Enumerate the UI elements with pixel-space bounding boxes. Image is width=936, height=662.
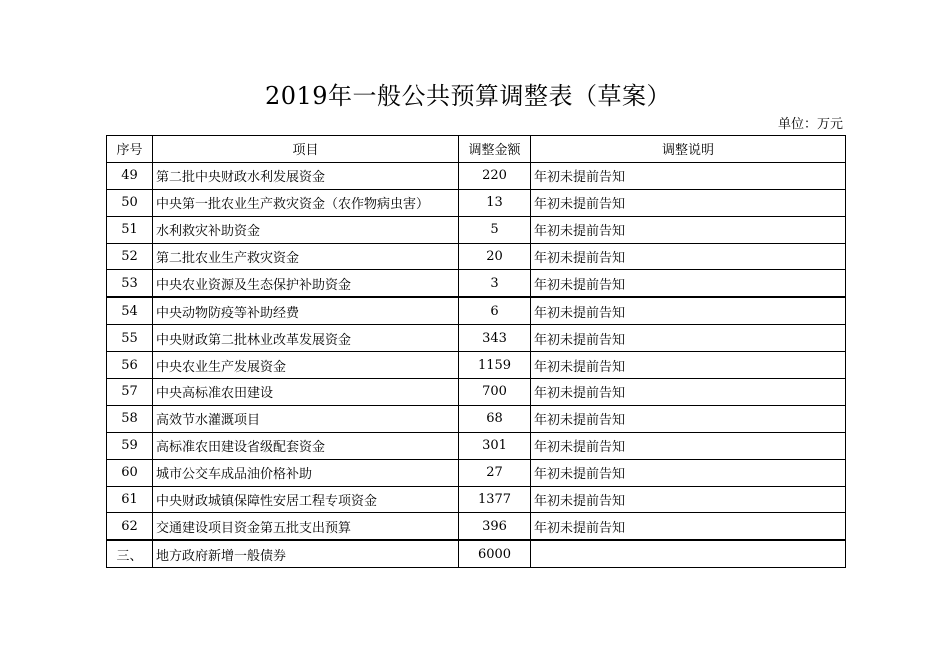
cell-item: 中央农业生产发展资金: [153, 352, 459, 379]
cell-amount: 301: [459, 432, 531, 459]
cell-amount: 3: [459, 270, 531, 297]
table-row: [107, 297, 846, 324]
header-serial-no: 序号: [107, 136, 153, 163]
cell-no: 62: [107, 513, 153, 540]
cell-note: 年初未提前告知: [531, 486, 846, 513]
cell-no: 60: [107, 459, 153, 486]
header-note: 调整说明: [531, 136, 846, 163]
cell-amount: 220: [459, 162, 531, 189]
cell-no: 53: [107, 270, 153, 297]
cell-amount: 68: [459, 405, 531, 432]
table-header-row: [107, 136, 846, 163]
cell-no: 59: [107, 432, 153, 459]
cell-item: 第二批中央财政水利发展资金: [153, 162, 459, 189]
table-row: [107, 405, 846, 432]
header-amount: 调整金额: [459, 136, 531, 163]
table-row: [107, 513, 846, 540]
cell-item: 中央农业资源及生态保护补助资金: [153, 270, 459, 297]
cell-amount: 6: [459, 297, 531, 324]
table-row: [107, 270, 846, 297]
table-row: [107, 486, 846, 513]
cell-amount: 27: [459, 459, 531, 486]
table-row: [107, 216, 846, 243]
cell-note: 年初未提前告知: [531, 432, 846, 459]
cell-amount: 1377: [459, 486, 531, 513]
cell-no: 51: [107, 216, 153, 243]
table-row: [107, 162, 846, 189]
cell-note: 年初未提前告知: [531, 459, 846, 486]
cell-note: 年初未提前告知: [531, 352, 846, 379]
cell-note: 年初未提前告知: [531, 162, 846, 189]
cell-no: 58: [107, 405, 153, 432]
cell-item: 高效节水灌溉项目: [153, 405, 459, 432]
table-row: [107, 459, 846, 486]
cell-note: 年初未提前告知: [531, 216, 846, 243]
cell-note: 年初未提前告知: [531, 405, 846, 432]
table-row: [107, 325, 846, 352]
budget-adjustment-table: [106, 135, 846, 568]
table-row: [107, 243, 846, 270]
cell-amount: 343: [459, 325, 531, 352]
cell-no: 55: [107, 325, 153, 352]
cell-amount: 5: [459, 216, 531, 243]
cell-item: 中央高标准农田建设: [153, 379, 459, 406]
table-row: [107, 432, 846, 459]
cell-item: 地方政府新增一般债券: [153, 540, 459, 567]
cell-item: 中央第一批农业生产救灾资金（农作物病虫害）: [153, 189, 459, 216]
cell-amount: 13: [459, 189, 531, 216]
cell-no: 三、: [107, 540, 153, 567]
cell-item: 水利救灾补助资金: [153, 216, 459, 243]
cell-note: [531, 540, 846, 567]
cell-no: 56: [107, 352, 153, 379]
cell-no: 49: [107, 162, 153, 189]
cell-note: 年初未提前告知: [531, 243, 846, 270]
cell-item: 中央财政城镇保障性安居工程专项资金: [153, 486, 459, 513]
table-row: [107, 189, 846, 216]
table-row: [107, 379, 846, 406]
cell-note: 年初未提前告知: [531, 379, 846, 406]
table-row: [107, 352, 846, 379]
cell-note: 年初未提前告知: [531, 189, 846, 216]
cell-item: 中央动物防疫等补助经费: [153, 297, 459, 324]
table-row: [107, 540, 846, 567]
cell-amount: 396: [459, 513, 531, 540]
cell-item: 中央财政第二批林业改革发展资金: [153, 325, 459, 352]
cell-no: 54: [107, 297, 153, 324]
cell-item: 交通建设项目资金第五批支出预算: [153, 513, 459, 540]
cell-item: 第二批农业生产救灾资金: [153, 243, 459, 270]
cell-no: 52: [107, 243, 153, 270]
cell-amount: 1159: [459, 352, 531, 379]
cell-no: 61: [107, 486, 153, 513]
cell-note: 年初未提前告知: [531, 297, 846, 324]
cell-note: 年初未提前告知: [531, 325, 846, 352]
cell-no: 50: [107, 189, 153, 216]
cell-amount: 20: [459, 243, 531, 270]
document-title: 2019年一般公共预算调整表（草案）: [264, 82, 672, 110]
cell-note: 年初未提前告知: [531, 513, 846, 540]
cell-item: 高标准农田建设省级配套资金: [153, 432, 459, 459]
unit-label: 单位：万元: [777, 117, 843, 132]
cell-note: 年初未提前告知: [531, 270, 846, 297]
cell-no: 57: [107, 379, 153, 406]
cell-amount: 6000: [459, 540, 531, 567]
header-item: 项目: [153, 136, 459, 163]
cell-amount: 700: [459, 379, 531, 406]
cell-item: 城市公交车成品油价格补助: [153, 459, 459, 486]
